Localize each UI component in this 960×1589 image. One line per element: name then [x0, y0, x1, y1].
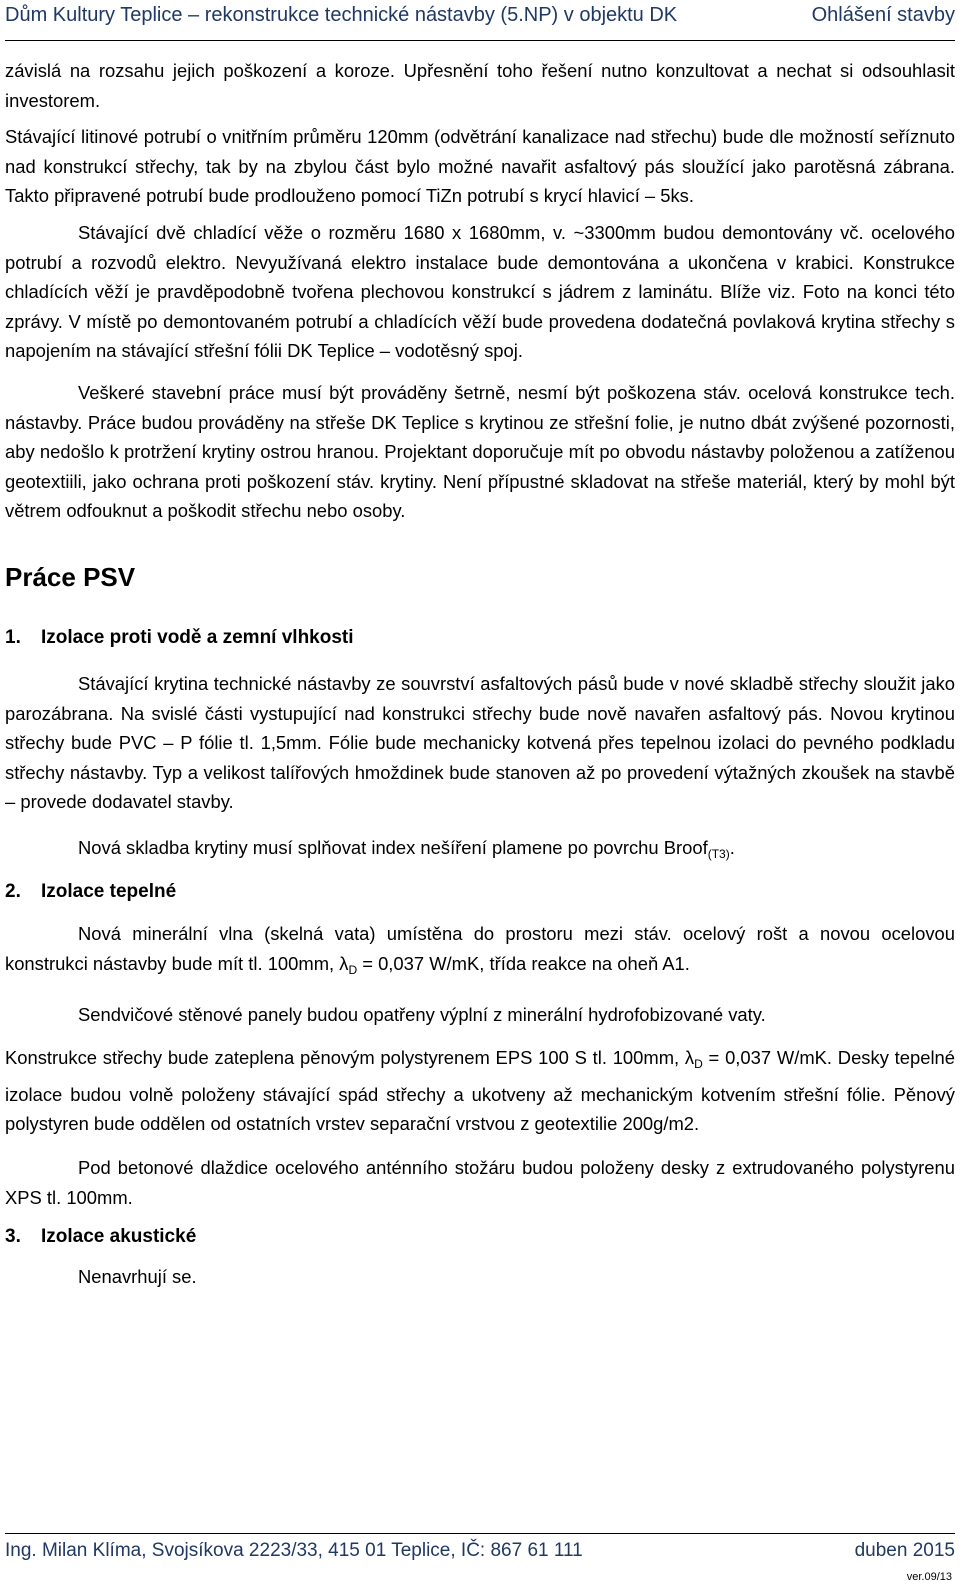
section-title: Práce PSV — [5, 561, 136, 592]
paragraph-text: = 0,037 W/mK. Desky tepelné izolace budou volně položeny stávající spád střechy a ukotveny až mechanickým kotvením střešní fólie. Pěnový polystyren bude oddělen od ostatních vrstev separační vrstvou z geotextilie 200g/m2. — [5, 1047, 955, 1135]
subsection-title: Izolace akustické — [41, 1226, 197, 1248]
subsection-number: 3. — [5, 1226, 21, 1248]
paragraph: Nenavrhují se. — [78, 1266, 197, 1288]
header-title: Dům Kultury Teplice – rekonstrukce technické nástavby (5.NP) v objektu DK — [5, 4, 678, 26]
paragraph-text: Nová minerální vlna (skelná vata) umístěna do prostoru mezi stáv. ocelový rošt a novou ocelovou konstrukci nástavby bude mít tl. 100mm, λ — [5, 923, 955, 975]
subscript: D — [348, 963, 358, 978]
subsection-heading — [5, 623, 955, 653]
paragraph: Stávající dvě chladící věže o rozměru 1680 x 1680mm, v. ~3300mm budou demontovány vč. ocelového potrubí a rozvodů elektro. Nevyužívaná elektro instalace bude demontována a ukončena v krabici. Konstrukce chladících věží je pravděpodobně tvořena plechovou konstrukcí s jádrem z laminátu. Blíže viz. Foto na konci této zprávy. V místě po demontovaném potrubí a chladících věží bude provedena dodatečná povlaková krytina střechy s napojením na stávající střešní fólii DK Teplice – vodotěsný spoj. — [5, 221, 955, 362]
paragraph-text: . — [729, 836, 735, 858]
subsection-heading — [5, 877, 955, 907]
header-doc-type: Ohlášení stavby — [811, 4, 955, 26]
paragraph: Sendvičové stěnové panely budou opatřeny výplní z minerální hydrofobizované vaty. — [78, 1003, 766, 1025]
subsection-number: 1. — [5, 626, 21, 648]
paragraph-text: = 0,037 W/mK, třída reakce na oheň A1. — [357, 953, 690, 975]
subscript: D — [694, 1057, 703, 1072]
subsection-number: 2. — [5, 881, 21, 903]
paragraph-text: Konstrukce střechy bude zateplena pěnovým polystyrenem EPS 100 S tl. 100mm, λ — [5, 1047, 695, 1069]
paragraph: závislá na rozsahu jejich poškození a koroze. Upřesnění toho řešení nutno konzultovat a nechat si odsouhlasit investorem. — [5, 60, 955, 111]
paragraph-text: Nová skladba krytiny musí splňovat index nešíření plamene po povrchu Broof — [78, 836, 708, 858]
subscript: (T3) — [707, 846, 730, 861]
paragraph — [5, 833, 955, 870]
subsection-title: Izolace proti vodě a zemní vlhkosti — [41, 626, 354, 648]
document-body — [5, 44, 955, 1292]
page-header — [5, 2, 955, 41]
paragraph: Stávající litinové potrubí o vnitřním průměru 120mm (odvětrání kanalizace nad střechu) bude dle možností seříznuto nad konstrukcí střechy, tak by na zbylou část bylo možné navařit asfaltový pás sloužící jako parotěsná zábrana. Takto připravené potrubí bude prodlouženo pomocí TiZn potrubí s krycí hlavicí – 5ks. — [5, 126, 955, 207]
footer-date: duben 2015 — [854, 1540, 955, 1561]
version-label: ver.09/13 — [906, 1571, 952, 1583]
page-footer — [5, 1533, 955, 1564]
paragraph: Pod betonové dlaždice ocelového anténního stožáru budou položeny desky z extrudovaného polystyrenu XPS tl. 100mm. — [5, 1157, 955, 1208]
footer-author: Ing. Milan Klíma, Svojsíkova 2223/33, 415 01 Teplice, IČ: 867 61 111 — [5, 1540, 583, 1561]
paragraph — [5, 919, 955, 985]
paragraph: Stávající krytina technické nástavby ze souvrství asfaltových pásů bude v nové skladbě střechy sloužit jako parozábrana. Na svislé části vystupující nad konstrukci střechy bude nově navařen asfaltový pás. Novou krytinou střechy bude PVC – P fólie tl. 1,5mm. Fólie bude mechanicky kotvená přes tepelnou izolaci do pevného podkladu střechy nástavby. Typ a velikost talířových hmoždinek bude stanoven až po provedení výtažných zkoušek na stavbě – provede dodavatel stavby. — [5, 672, 955, 813]
paragraph: Veškeré stavební práce musí být prováděny šetrně, nesmí být poškozena stáv. ocelová konstrukce tech. nástavby. Práce budou prováděny na střeše DK Teplice s krytinou ze střešní folie, je nutno dbát zvýšené pozornosti, aby nedošlo k protržení krytiny ostrou hranou. Projektant doporučuje mít po obvodu nástavby položenou a zatíženou geotextiili, jako ochrana proti poškození stáv. krytiny. Není přípustné skladovat na střeše materiál, který by mohl být větrem odfouknut a poškodit střechu nebo osoby. — [5, 381, 955, 522]
paragraph — [5, 1043, 955, 1139]
subsection-heading — [5, 1222, 955, 1252]
subsection-title: Izolace tepelné — [41, 881, 177, 903]
